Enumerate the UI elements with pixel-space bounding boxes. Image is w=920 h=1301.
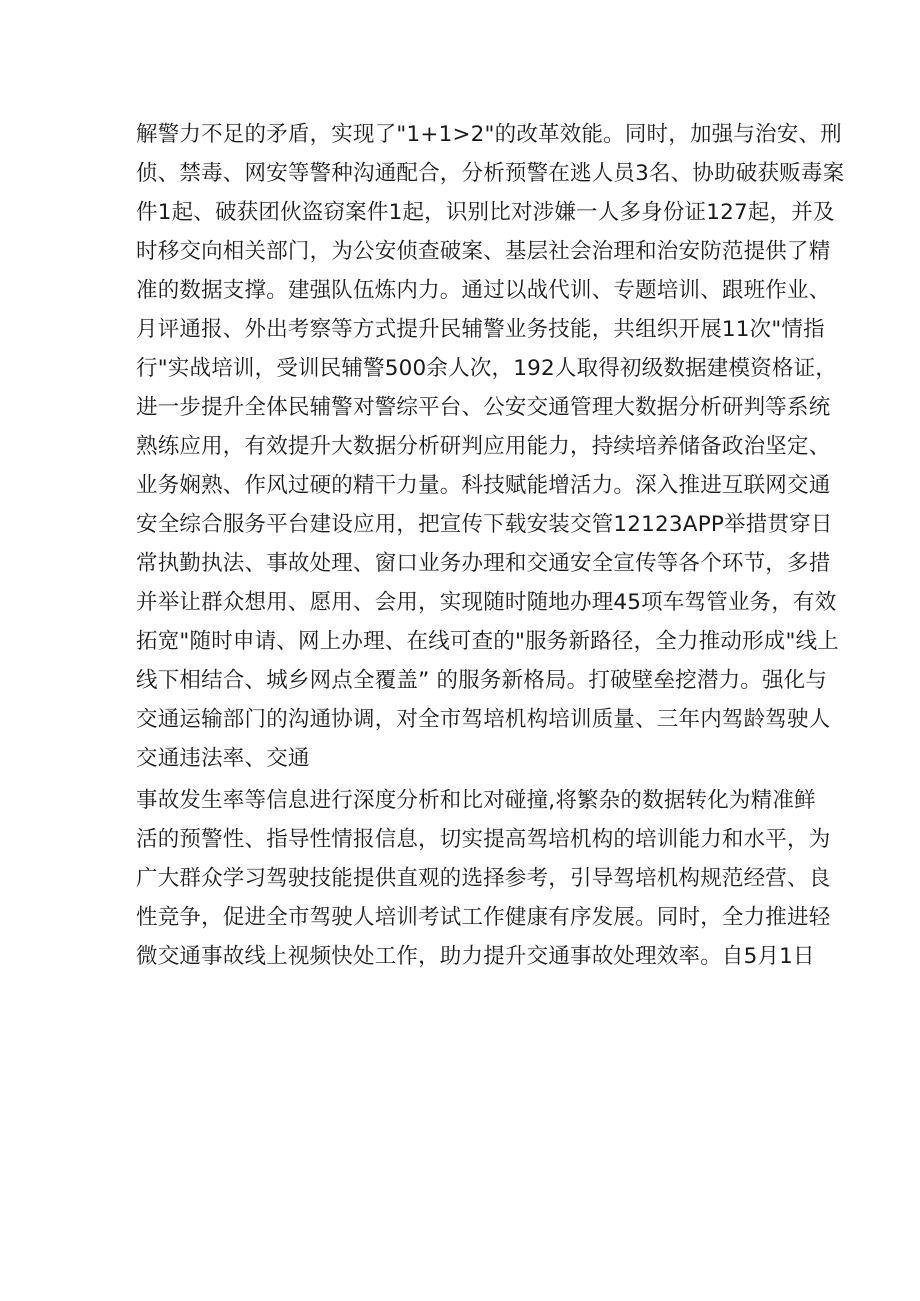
text-line: 交通违法率、交通 <box>136 746 310 771</box>
text-line: 广大群众学习驾驶技能提供直观的选择参考，引导驾培机构规范经营、良 <box>136 866 831 891</box>
text-line: 件1起、破获团伙盗窃案件1起，识别比对涉嫌一人多身份证127起，并及 <box>136 200 835 225</box>
text-line: 准的数据支撑。建强队伍炼内力。通过以战代训、专题培训、跟班作业、 <box>136 278 831 303</box>
text-line: 常执勤执法、事故处理、窗口业务办理和交通安全宣传等各个环节，多措 <box>136 551 831 576</box>
text-line: 业务娴熟、作风过硬的精干力量。科技赋能增活力。深入推进互联网交通 <box>136 473 831 498</box>
text-line: 时移交向相关部门，为公安侦查破案、基层社会治理和治安防范提供了精 <box>136 239 831 264</box>
text-line: 月评通报、外出考察等方式提升民辅警业务技能，共组织开展11次"情指 <box>136 317 825 342</box>
text-line: 解警力不足的矛盾，实现了"1+1>2"的改革效能。同时，加强与治安、刑 <box>136 122 842 147</box>
text-line: 进一步提升全体民辅警对警综平台、公安交通管理大数据分析研判等系统 <box>136 395 831 420</box>
text-line: 性竞争，促进全市驾驶人培训考试工作健康有序发展。同时，全力推进轻 <box>136 905 831 930</box>
text-line: 活的预警性、指导性情报信息，切实提高驾培机构的培训能力和水平，为 <box>136 827 831 852</box>
text-line: 安全综合服务平台建设应用，把宣传下载安装交管12123APP举措贯穿日 <box>136 512 833 537</box>
text-line: 微交通事故线上视频快处工作，助力提升交通事故处理效率。自5月1日 <box>136 944 815 969</box>
text-line: 熟练应用，有效提升大数据分析研判应用能力，持续培养储备政治坚定、 <box>136 434 831 459</box>
text-line: 行"实战培训，受训民辅警500余人次，192人取得初级数据建模资格证， <box>136 356 837 381</box>
text-line: 拓宽"随时申请、网上办理、在线可查的"服务新路径，全力推动形成"线上 <box>136 629 839 654</box>
text-line: 线下相结合、城乡网点全覆盖” 的服务新格局。打破壁垒挖潜力。强化与 <box>136 668 828 693</box>
text-line: 侦、禁毒、网安等警种沟通配合，分析预警在逃人员3名、协助破获贩毒案 <box>136 161 845 186</box>
text-line: 并举让群众想用、愿用、会用，实现随时随地办理45项车驾管业务，有效 <box>136 590 837 615</box>
text-line: 事故发生率等信息进行深度分析和比对碰撞,将繁杂的数据转化为精准鲜 <box>136 788 816 813</box>
text-line: 交通运输部门的沟通协调，对全市驾培机构培训质量、三年内驾龄驾驶人 <box>136 707 831 732</box>
